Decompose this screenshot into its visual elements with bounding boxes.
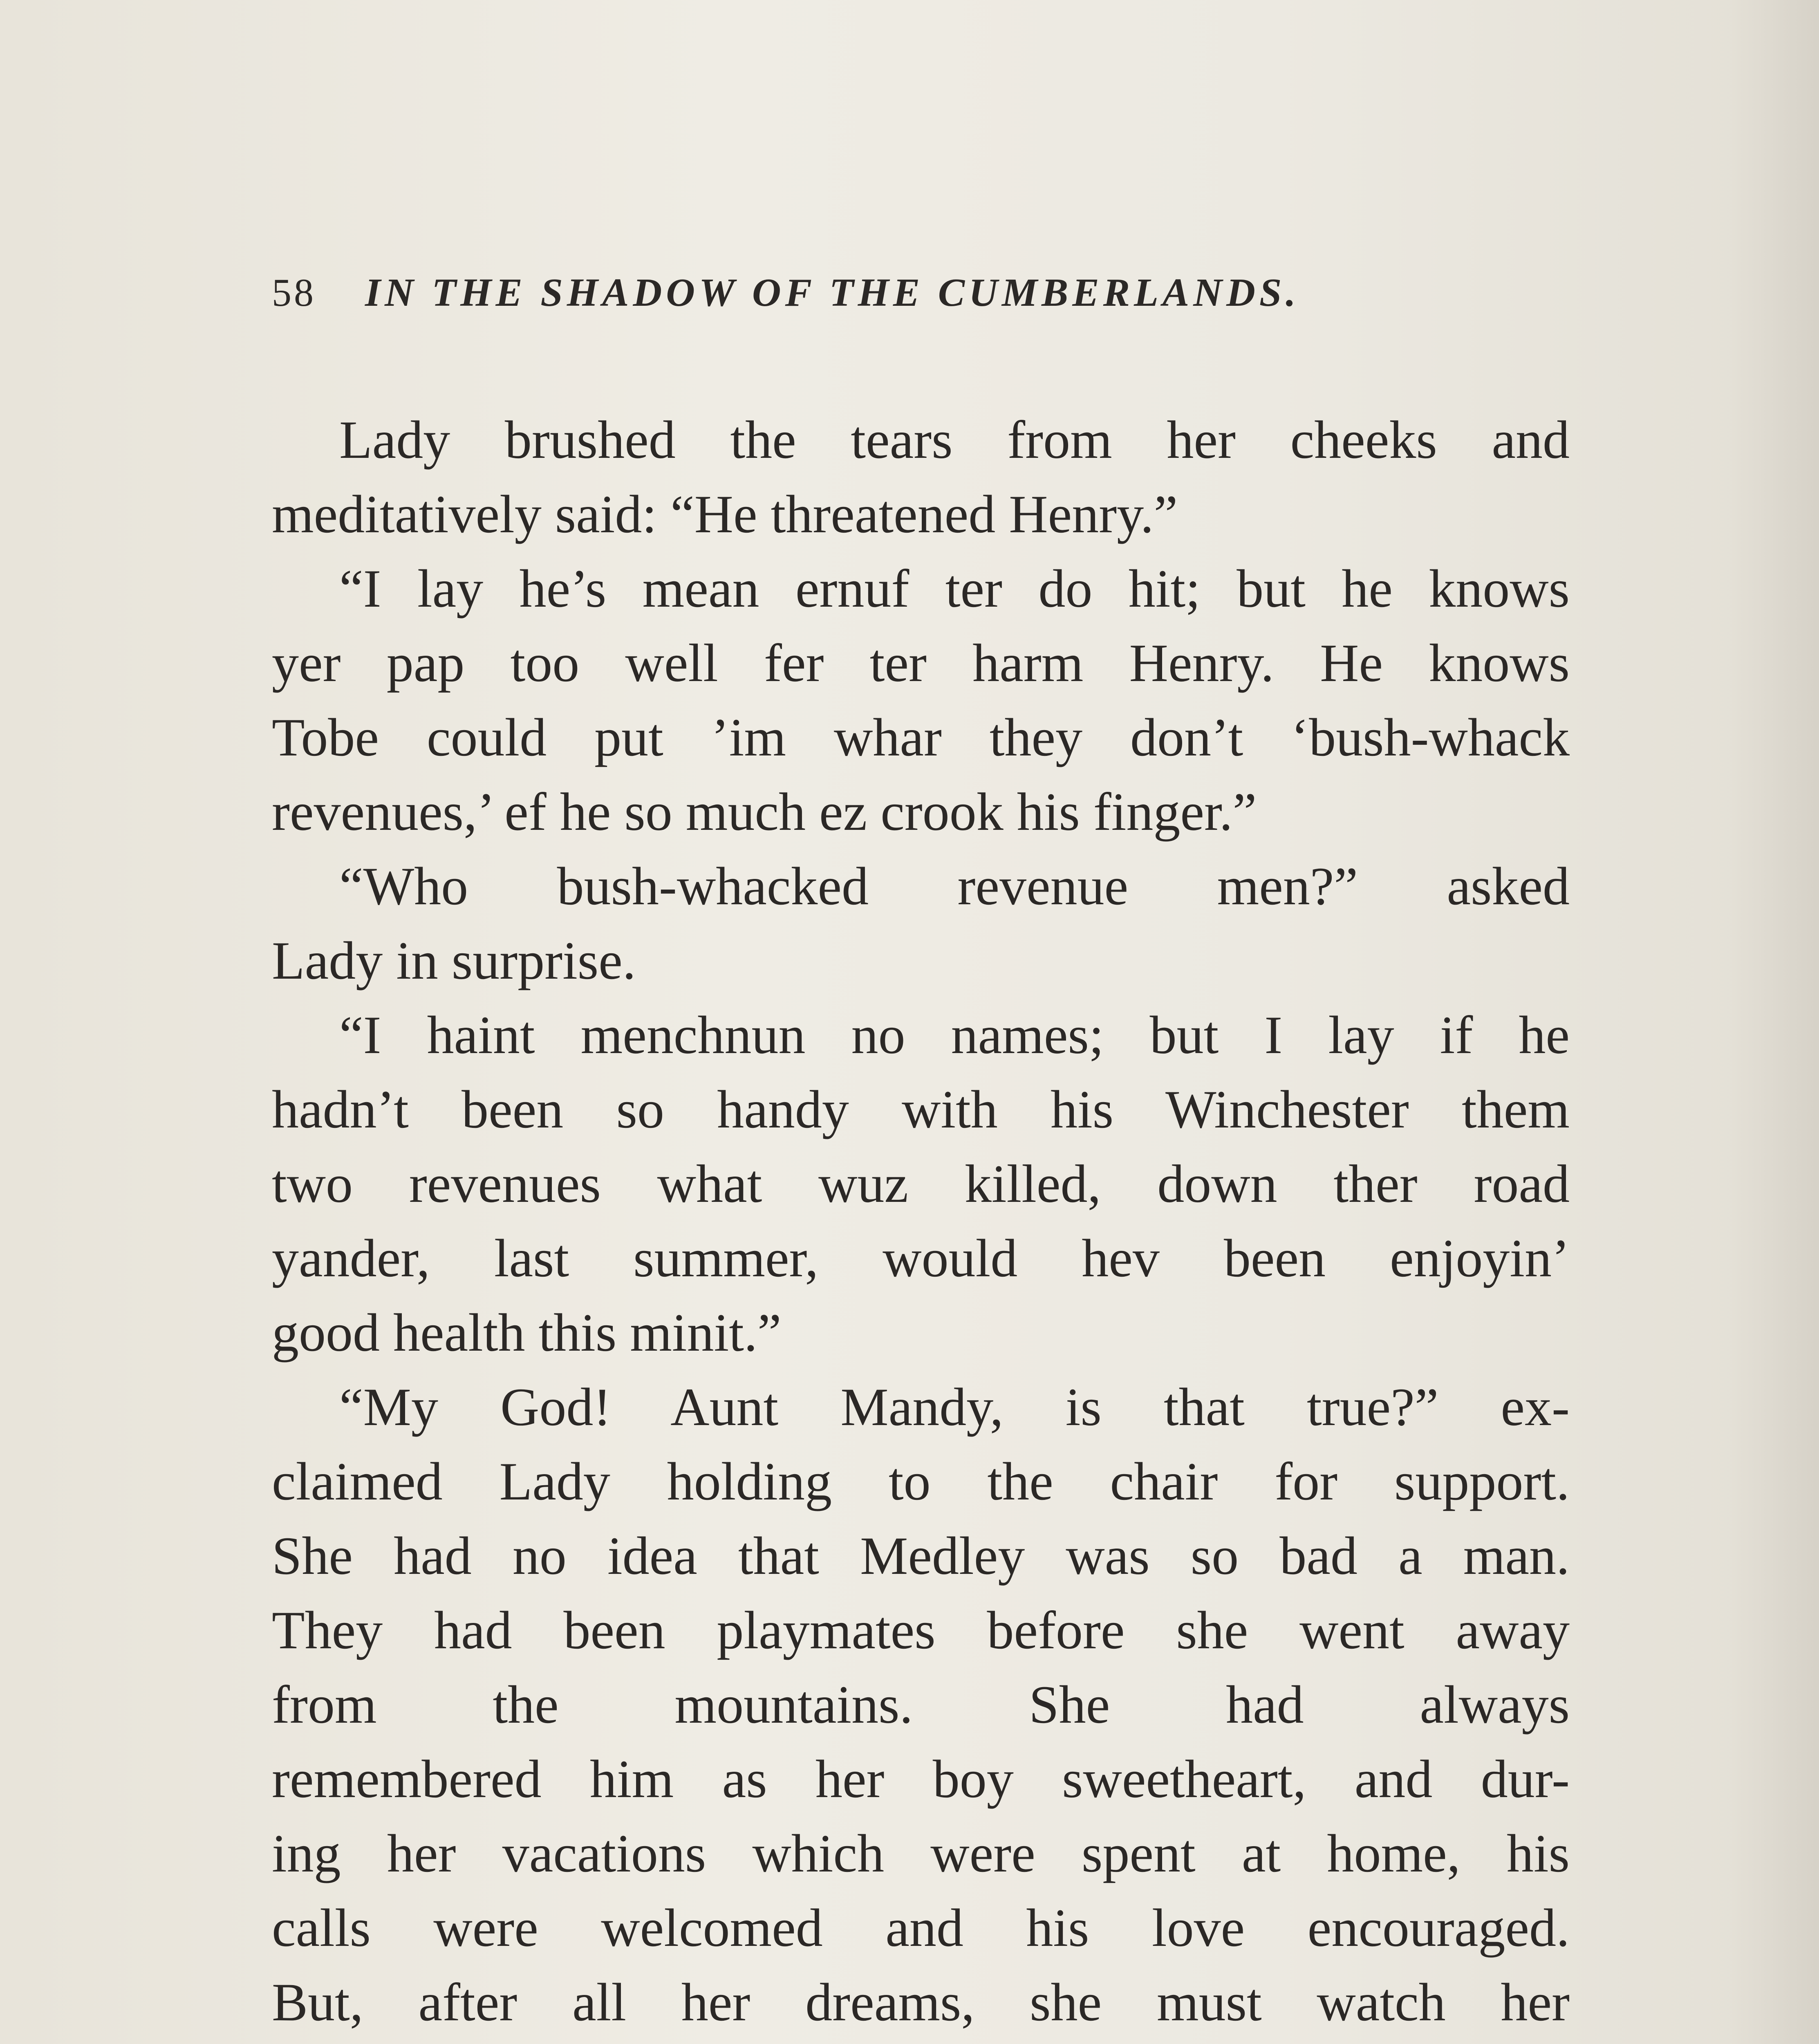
text-line: hadn’t been so handy with his Winchester them bbox=[272, 1079, 1570, 1139]
page-number: 58 bbox=[272, 271, 316, 314]
text-line: Lady in surprise. bbox=[272, 930, 636, 991]
text-line: yer pap too well fer ter harm Henry. He knows bbox=[272, 633, 1570, 693]
running-head bbox=[272, 270, 1564, 331]
running-title: IN THE SHADOW OF THE CUMBERLANDS. bbox=[365, 271, 1300, 315]
text-line: Lady brushed the tears from her cheeks and bbox=[339, 410, 1570, 470]
text-line: ing her vacations which were spent at home, his bbox=[272, 1823, 1570, 1883]
text-line: “Who bush-whacked revenue men?” asked bbox=[339, 856, 1570, 916]
text-line: Tobe could put ’im whar they don’t ‘bush-whack bbox=[272, 707, 1570, 767]
text-line: remembered him as her boy sweetheart, and dur- bbox=[272, 1749, 1570, 1809]
text-line: two revenues what wuz killed, down ther road bbox=[272, 1154, 1570, 1214]
text-line: They had been playmates before she went away bbox=[272, 1600, 1570, 1660]
text-line: “I lay he’s mean ernuf ter do hit; but he knows bbox=[339, 558, 1570, 619]
text-line bbox=[272, 2040, 1570, 2044]
text-line: But, after all her dreams, she must watch her bbox=[272, 1972, 1570, 2032]
text-line: She had no idea that Medley was so bad a man. bbox=[272, 1526, 1570, 1586]
body-text bbox=[272, 403, 1570, 2044]
text-line: “My God! Aunt Mandy, is that true?” ex- bbox=[339, 1377, 1570, 1437]
text-line: yander, last summer, would hev been enjoyin’ bbox=[272, 1228, 1570, 1288]
text-line: from the mountains. She had always bbox=[272, 1674, 1570, 1735]
text-line: revenues,’ ef he so much ez crook his finger.” bbox=[272, 782, 1257, 842]
text-line: good health this minit.” bbox=[272, 1302, 782, 1363]
text-line: meditatively said: “He threatened Henry.” bbox=[272, 484, 1178, 544]
text-line: “I haint menchnun no names; but I lay if he bbox=[339, 1005, 1570, 1065]
text-line: calls were welcomed and his love encouraged. bbox=[272, 1898, 1570, 1958]
text-line: claimed Lady holding to the chair for support. bbox=[272, 1451, 1570, 1511]
